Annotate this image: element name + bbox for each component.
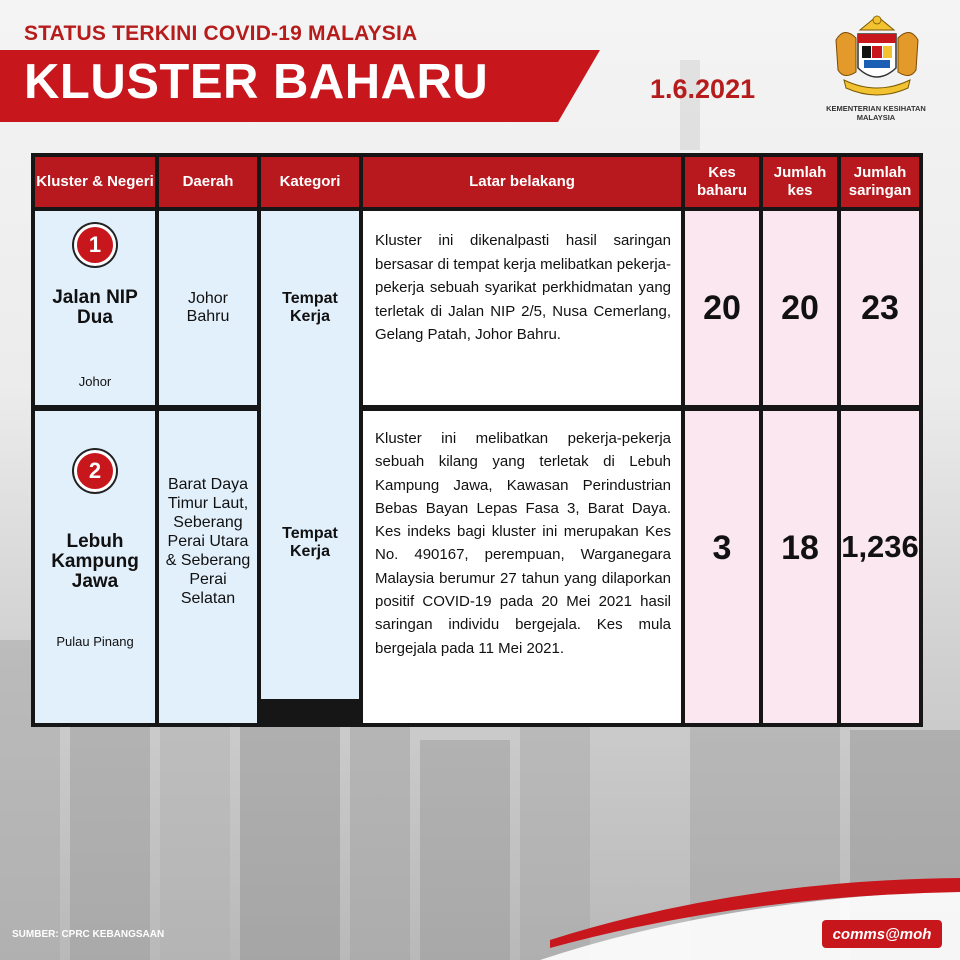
header-total-screening: Jumlah saringan: [841, 157, 919, 207]
header-category: Kategori: [261, 157, 359, 207]
table-row-2-total-cases: 18: [763, 411, 837, 723]
table-row-1-cluster: [35, 211, 155, 405]
header-background: Latar belakang: [363, 157, 681, 207]
row-number-badge: 2: [74, 450, 116, 492]
cluster-name: Lebuh Kampung Jawa: [51, 530, 139, 592]
table-row-1-new-cases: 20: [685, 211, 759, 405]
ministry-name: KEMENTERIAN KESIHATAN MALAYSIA: [826, 104, 926, 122]
table-row-2-category: Tempat Kerja: [261, 387, 359, 699]
table-row-1-total-screening: 23: [841, 211, 919, 405]
table-row-1-category: Tempat Kerja: [261, 211, 359, 405]
cluster-table: [31, 153, 923, 727]
source-credit: SUMBER: CPRC KEBANGSAAN: [12, 929, 165, 940]
table-row-2-cluster: [35, 411, 155, 723]
page-subtitle: STATUS TERKINI COVID-19 MALAYSIA: [24, 22, 418, 45]
header-total-cases: Jumlah kes: [763, 157, 837, 207]
header-cluster: Kluster & Negeri: [35, 157, 155, 207]
cluster-state: Johor: [78, 373, 112, 389]
row-number-badge: 1: [74, 224, 116, 266]
table-row-1-district: Johor Bahru: [159, 211, 257, 405]
table-row-2-district: Barat Daya Timur Laut, Seberang Perai Utara & Seberang Perai Selatan: [159, 411, 257, 723]
cluster-state: Pulau Pinang: [56, 633, 134, 649]
table-row-2-new-cases: 3: [685, 411, 759, 723]
header-new-cases: Kes baharu: [685, 157, 759, 207]
comms-handle-badge: comms@moh: [822, 920, 942, 948]
table-row-1-background: Kluster ini dikenalpasti hasil saringan bersasar di tempat kerja melibatkan pekerja-pekerja sebuah syarikat perkhidmatan yang terletak di Jalan NIP 2/5, Nusa Cemerlang, Gelang Patah, Johor Bahru.: [363, 211, 681, 405]
header-district: Daerah: [159, 157, 257, 207]
table-row-2-background: Kluster ini melibatkan pekerja-pekerja sebuah kilang yang terletak di Lebuh Kampung Jawa, Kawasan Perindustrian Bebas Bayan Lepas Fasa 3, Barat Daya. Kes indeks bagi kluster ini merupakan Kes No. 490167, perempuan, Warganegara Malaysia berumur 27 tahun yang dilaporkan positif COVID-19 pada 20 Mei 2021 hasil saringan individu bergejala. Kes mula bergejala pada 11 Mei 2021.: [363, 411, 681, 723]
table-row-2-total-screening: 1,236: [841, 411, 919, 723]
coat-of-arms-icon: [822, 10, 932, 105]
cluster-name: Jalan NIP Dua: [52, 286, 138, 328]
report-date: 1.6.2021: [650, 74, 756, 104]
page-title: KLUSTER BAHARU: [24, 55, 489, 109]
table-row-1-total-cases: 20: [763, 211, 837, 405]
